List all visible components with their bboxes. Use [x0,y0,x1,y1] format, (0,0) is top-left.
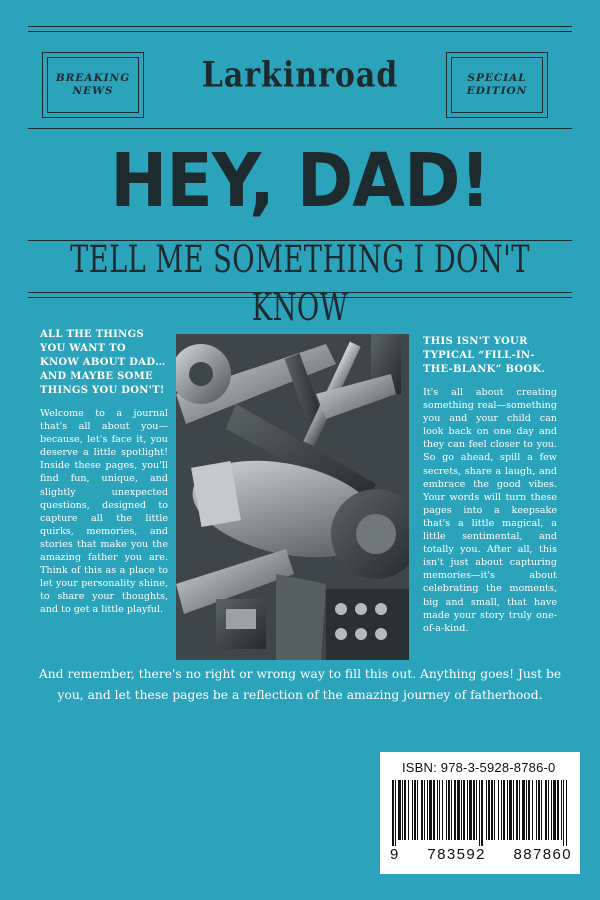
barcode-bar [557,780,559,840]
barcode-bar [541,780,542,840]
barcode-group-one: 783592 [427,846,486,863]
closing-text: And remember, there's no right or wrong way to fill this out. Anything goes! Just be you, and let these pages be a reflection of the amazing journey of fatherhood. [38,667,562,702]
barcode-bar [507,780,508,840]
left-column [40,328,168,617]
barcode-bar [491,780,493,840]
left-column-body: Welcome to a journal that's all about you—because, let's face it, you deserve a little spotlight! Inside these pages, you'll find fun, unique, and slightly unexpected questions, designed to capture all the little quirks, memories, and stories that make you the amazing father you are. Think of this as a place to let your personality shine, to share your thoughts, and to get a little playful. [40,408,168,616]
barcode-bar [402,780,403,840]
barcode-bar [501,780,502,840]
barcode-bar [469,780,472,840]
barcode-bar [528,780,530,840]
barcode-bar [548,780,549,840]
barcode-bar [526,780,527,840]
barcode-bar [503,780,505,840]
barcode-bar [563,780,564,846]
barcode-bar [451,780,452,840]
masthead-rule [28,128,572,129]
barcode-bar [473,780,475,840]
subheadline-rule-inner [28,297,572,298]
barcode-bar [513,780,514,840]
right-column [423,335,557,635]
barcode-bar [553,780,556,840]
barcode-bar [433,780,435,840]
barcode-bar [446,780,447,840]
barcode-bar [454,780,456,840]
subheadline-rule [28,292,572,293]
barcode-bar [516,780,518,840]
barcode-bar [439,780,440,840]
masthead-title: Larkinroad [201,55,399,96]
barcode-bar [481,780,483,846]
barcode-bar [488,780,490,840]
barcode-bar [398,780,401,840]
barcode-bar [566,780,567,846]
barcode-bar [457,780,460,840]
barcode-bar [522,780,525,840]
barcode-bar [448,780,450,840]
barcode-box [380,752,580,874]
barcode-bar [467,780,468,840]
tools-illustration [176,334,409,660]
barcode-bar [437,780,438,840]
barcode-bar [414,780,416,840]
barcode-bar [494,780,495,840]
right-column-heading: THIS ISN'T YOUR TYPICAL “FILL-IN-THE-BLANK” BOOK. [423,336,546,375]
barcode-bar [424,780,425,840]
barcode-bar [417,780,418,840]
barcode-bar [442,780,443,840]
barcode-bar [509,780,512,840]
right-column-body: It's all about creating something real—something you and your child can look back on one day and they can feel closer to you. So go ahead, spill a few secrets, share a laugh, and embrace the good vibes. Your words will turn these pages into a keepsake that's a little magical, a little sentimental, and totally you. After all, this isn't just about capturing memories—it's about celebrating the moments, big and small, that have made your story truly one-of-a-kind. [423,387,557,634]
barcode-lead-digit: 9 [390,846,400,863]
barcode-bar [427,780,428,840]
barcode-bar [532,780,533,840]
barcode-bar [545,780,547,840]
barcode-bar [561,780,562,840]
breaking-news-ear [42,52,144,118]
isbn-label: ISBN: 978-3-5928-8786-0 [402,760,556,775]
barcode-bar [395,780,396,846]
barcode-bar [476,780,477,840]
barcode-bar [536,780,537,840]
barcode-bar [392,780,394,846]
left-column-heading: ALL THE THINGS YOU WANT TO KNOW ABOUT DAD… AND MAYBE SOME THINGS YOU DON'T! [40,329,166,396]
barcode-bar [421,780,423,840]
barcode-bar [408,780,409,840]
special-edition-label: SPECIAL EDITION [466,72,528,97]
subheadline: TELL ME SOMETHING I DON'T KNOW [70,238,530,330]
barcode-bar [463,780,465,840]
barcode-bar [498,780,499,840]
barcode-bar [461,780,462,840]
top-rule-inner [28,31,572,32]
special-edition-ear [446,52,548,118]
barcode-bar [486,780,487,840]
headline: HEY, DAD! [110,138,490,224]
barcode-bar [551,780,552,840]
barcode-bar [412,780,413,840]
tools-photo [176,334,409,660]
barcode-group-two: 887860 [513,846,572,863]
barcode-digits [390,846,572,863]
barcode-bar [429,780,432,840]
barcode-bar [479,780,480,846]
barcode-bar [519,780,520,840]
barcode-bar [538,780,540,840]
top-rule [28,26,572,27]
barcode-icon [392,780,568,846]
barcode-bar [404,780,406,840]
breaking-news-label: BREAKING NEWS [55,72,131,97]
